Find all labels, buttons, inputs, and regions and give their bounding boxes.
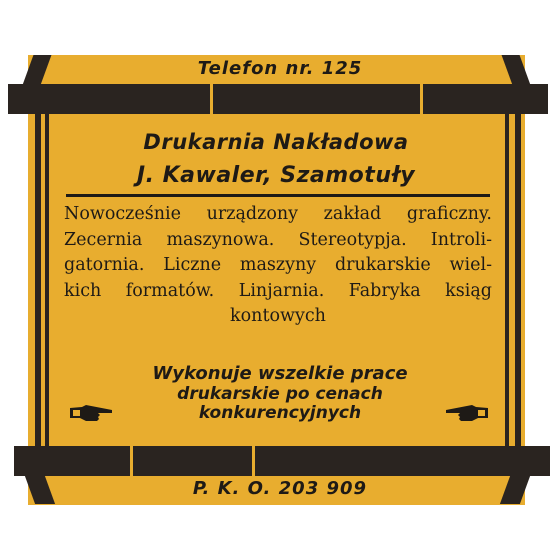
right-rule-outer (515, 112, 521, 446)
slogan-line-3: konkurencyjnych (198, 403, 362, 423)
description-line: kich formatów. Linjarnia. Fabryka ksiąg (64, 280, 492, 301)
bottom-band-gap-1 (130, 446, 133, 476)
company-owner-location: J. Kawaler, Szamotuły (136, 163, 416, 188)
description-line: Nowocześnie urządzony zakład graficzny. (64, 204, 492, 224)
bottom-black-band (14, 446, 550, 476)
company-name: Drukarnia Nakładowa (143, 130, 409, 154)
phone-number: Telefon nr. 125 (197, 58, 363, 79)
top-band-gap-1 (210, 84, 213, 114)
slogan-line-2: drukarskie po cenach (177, 384, 383, 404)
top-black-band (8, 84, 548, 114)
left-rule-outer (35, 112, 41, 446)
right-rule-inner (505, 112, 509, 446)
top-band-gap-2 (420, 84, 423, 114)
pointing-hand-right-icon (68, 402, 116, 424)
description-line: kontowych (230, 306, 326, 326)
bottom-band-gap-2 (252, 446, 255, 476)
description-text (64, 202, 492, 330)
pointing-hand-left-icon (442, 402, 490, 424)
left-rule-inner (45, 112, 49, 446)
bank-account: P. K. O. 203 909 (192, 478, 368, 499)
title-underline (66, 194, 490, 197)
description-line: gatornia. Liczne maszyny drukarskie wiel- (64, 255, 492, 275)
slogan-line-1: Wykonuje wszelkie prace (152, 363, 408, 384)
description-line: Zecernia maszynowa. Stereotypja. Introli- (64, 229, 492, 250)
